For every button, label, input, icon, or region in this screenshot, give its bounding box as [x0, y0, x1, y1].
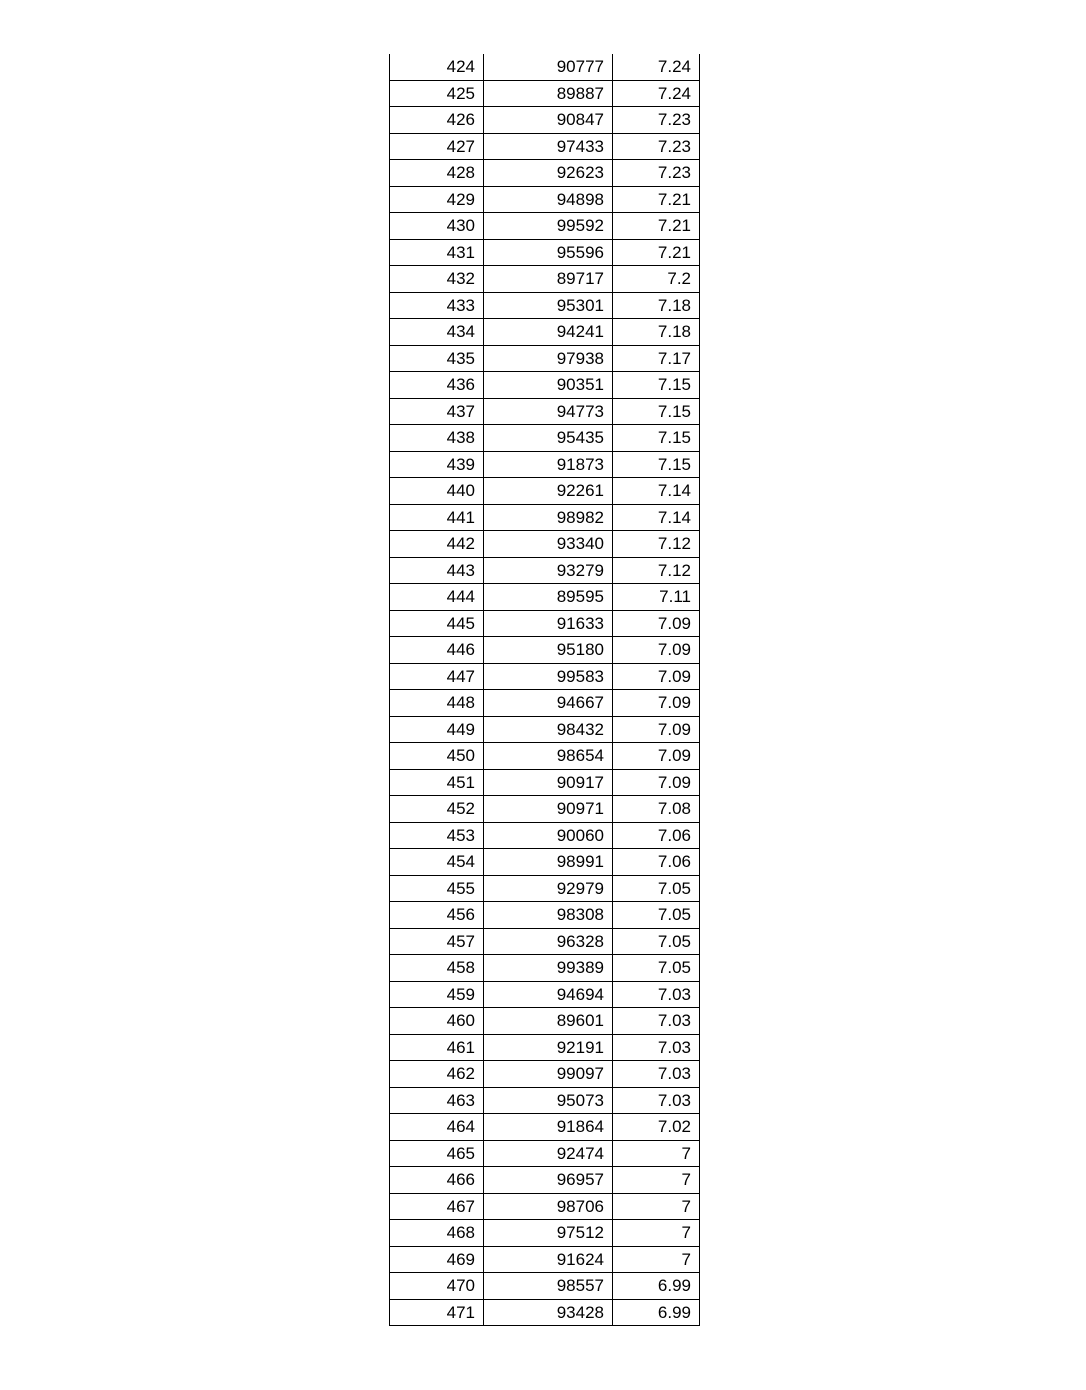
rank-cell: 424 — [390, 54, 484, 80]
value-cell: 7.09 — [657, 772, 691, 792]
id-cell: 95596 — [484, 240, 613, 266]
table-row — [390, 293, 699, 320]
id-cell: 98982 — [484, 505, 613, 531]
value-cell: 7.05 — [657, 958, 691, 977]
table-row — [390, 187, 699, 214]
rank-cell: 468 — [390, 1220, 484, 1246]
value-cell: 7.09 — [657, 666, 691, 686]
id-cell: 95073 — [484, 1088, 613, 1114]
table-row — [390, 240, 699, 267]
id-cell: 91633 — [484, 611, 613, 637]
table-row — [390, 1167, 699, 1194]
table-row — [390, 452, 699, 479]
rank-cell: 457 — [390, 929, 484, 955]
table-row — [390, 664, 699, 691]
value-cell: 7.09 — [657, 719, 691, 739]
id-cell: 89717 — [484, 266, 613, 292]
value-cell: 7 — [681, 1223, 691, 1242]
value-cell: 7 — [681, 1249, 691, 1269]
value-cell: 7.06 — [657, 825, 691, 845]
rank-cell: 426 — [390, 107, 484, 133]
table-row — [390, 770, 699, 797]
rank-cell: 454 — [390, 849, 484, 875]
table-row — [390, 1114, 699, 1141]
rank-cell: 438 — [390, 425, 484, 451]
id-cell: 99097 — [484, 1061, 613, 1087]
value-cell: 7.17 — [657, 348, 691, 368]
table-row — [390, 902, 699, 929]
id-cell: 94694 — [484, 982, 613, 1008]
rank-cell: 427 — [390, 134, 484, 160]
id-cell: 95180 — [484, 637, 613, 663]
id-cell: 94241 — [484, 319, 613, 345]
id-cell: 93428 — [484, 1300, 613, 1326]
value-cell: 7.24 — [657, 83, 691, 103]
table-row — [390, 505, 699, 532]
table-row — [390, 955, 699, 982]
table-row — [390, 160, 699, 187]
value-cell: 7.21 — [657, 242, 691, 262]
value-cell: 7.09 — [657, 640, 691, 659]
rank-cell: 456 — [390, 902, 484, 928]
table-row — [390, 266, 699, 293]
table-row — [390, 849, 699, 876]
table-row — [390, 558, 699, 585]
id-cell: 99592 — [484, 213, 613, 239]
value-cell: 7.03 — [657, 1090, 691, 1110]
value-cell: 7.05 — [657, 931, 691, 951]
rank-cell: 428 — [390, 160, 484, 186]
value-cell: 7.23 — [657, 136, 691, 156]
id-cell: 94898 — [484, 187, 613, 213]
value-cell: 7.03 — [657, 1011, 691, 1030]
rank-cell: 434 — [390, 319, 484, 345]
id-cell: 99389 — [484, 955, 613, 981]
table-row — [390, 1008, 699, 1035]
id-cell: 96328 — [484, 929, 613, 955]
value-cell: 7.03 — [657, 1037, 691, 1057]
table-row — [390, 1061, 699, 1088]
table-row — [390, 1247, 699, 1274]
id-cell: 89887 — [484, 81, 613, 107]
id-cell: 92191 — [484, 1035, 613, 1061]
id-cell: 89601 — [484, 1008, 613, 1034]
id-cell: 91864 — [484, 1114, 613, 1140]
table-row — [390, 54, 699, 81]
value-cell: 7 — [681, 1170, 691, 1189]
rank-cell: 466 — [390, 1167, 484, 1193]
id-cell: 89595 — [484, 584, 613, 610]
rank-cell: 455 — [390, 876, 484, 902]
id-cell: 97938 — [484, 346, 613, 372]
table-row — [390, 134, 699, 161]
rank-cell: 444 — [390, 584, 484, 610]
id-cell: 95435 — [484, 425, 613, 451]
table-row — [390, 531, 699, 558]
rank-cell: 437 — [390, 399, 484, 425]
table-row — [390, 823, 699, 850]
id-cell: 90351 — [484, 372, 613, 398]
rank-cell: 436 — [390, 372, 484, 398]
rank-cell: 446 — [390, 637, 484, 663]
rank-cell: 465 — [390, 1141, 484, 1167]
rank-cell: 449 — [390, 717, 484, 743]
value-cell: 7.08 — [657, 799, 691, 818]
id-cell: 93340 — [484, 531, 613, 557]
table-row — [390, 107, 699, 134]
id-cell: 96957 — [484, 1167, 613, 1193]
table-row — [390, 637, 699, 664]
id-cell: 90777 — [484, 54, 613, 80]
table-row — [390, 796, 699, 823]
table-row — [390, 584, 699, 611]
rank-cell: 461 — [390, 1035, 484, 1061]
table-row — [390, 929, 699, 956]
id-cell: 90060 — [484, 823, 613, 849]
rank-cell: 464 — [390, 1114, 484, 1140]
value-cell: 7.21 — [657, 216, 691, 235]
value-cell: 7.09 — [657, 746, 691, 765]
value-cell: 7.2 — [667, 269, 691, 288]
id-cell: 97512 — [484, 1220, 613, 1246]
table-row — [390, 743, 699, 770]
rank-cell: 451 — [390, 770, 484, 796]
value-cell: 7.05 — [657, 905, 691, 924]
id-cell: 98432 — [484, 717, 613, 743]
rank-cell: 435 — [390, 346, 484, 372]
table-row — [390, 478, 699, 505]
data-table — [389, 54, 700, 1326]
rank-cell: 470 — [390, 1273, 484, 1299]
id-cell: 90847 — [484, 107, 613, 133]
rank-cell: 445 — [390, 611, 484, 637]
id-cell: 94773 — [484, 399, 613, 425]
value-cell: 7 — [681, 1196, 691, 1216]
table-row — [390, 1088, 699, 1115]
id-cell: 91624 — [484, 1247, 613, 1273]
table-row — [390, 717, 699, 744]
value-cell: 6.99 — [657, 1276, 691, 1295]
rank-cell: 471 — [390, 1300, 484, 1326]
id-cell: 94667 — [484, 690, 613, 716]
rank-cell: 469 — [390, 1247, 484, 1273]
value-cell: 7.15 — [657, 454, 691, 474]
id-cell: 97433 — [484, 134, 613, 160]
id-cell: 92979 — [484, 876, 613, 902]
id-cell: 90917 — [484, 770, 613, 796]
value-cell: 7.15 — [657, 428, 691, 447]
value-cell: 7.15 — [657, 401, 691, 421]
rank-cell: 463 — [390, 1088, 484, 1114]
value-cell: 7.09 — [657, 693, 691, 712]
table-row — [390, 399, 699, 426]
table-row — [390, 1220, 699, 1247]
table-row — [390, 372, 699, 399]
table-row — [390, 876, 699, 903]
table-row — [390, 425, 699, 452]
value-cell: 7.23 — [657, 110, 691, 129]
rank-cell: 443 — [390, 558, 484, 584]
value-cell: 7.23 — [657, 163, 691, 182]
table-row — [390, 611, 699, 638]
rank-cell: 462 — [390, 1061, 484, 1087]
table-row — [390, 346, 699, 373]
rank-cell: 431 — [390, 240, 484, 266]
id-cell: 92474 — [484, 1141, 613, 1167]
table-row — [390, 319, 699, 346]
value-cell: 7.14 — [657, 481, 691, 500]
table-row — [390, 1194, 699, 1221]
id-cell: 91873 — [484, 452, 613, 478]
id-cell: 98706 — [484, 1194, 613, 1220]
id-cell: 99583 — [484, 664, 613, 690]
value-cell: 7.24 — [657, 57, 691, 76]
value-cell: 6.99 — [657, 1302, 691, 1322]
rank-cell: 432 — [390, 266, 484, 292]
id-cell: 98557 — [484, 1273, 613, 1299]
value-cell: 7.09 — [657, 613, 691, 633]
table-row — [390, 213, 699, 240]
rank-cell: 453 — [390, 823, 484, 849]
id-cell: 98991 — [484, 849, 613, 875]
value-cell: 7.02 — [657, 1117, 691, 1136]
table-row — [390, 1300, 699, 1327]
value-cell: 7.05 — [657, 878, 691, 898]
rank-cell: 460 — [390, 1008, 484, 1034]
rank-cell: 429 — [390, 187, 484, 213]
table-row — [390, 1141, 699, 1168]
id-cell: 92623 — [484, 160, 613, 186]
value-cell: 7.18 — [657, 295, 691, 315]
rank-cell: 450 — [390, 743, 484, 769]
rank-cell: 433 — [390, 293, 484, 319]
table-row — [390, 982, 699, 1009]
value-cell: 7.03 — [657, 984, 691, 1004]
id-cell: 98308 — [484, 902, 613, 928]
id-cell: 98654 — [484, 743, 613, 769]
rank-cell: 441 — [390, 505, 484, 531]
value-cell: 7.12 — [657, 534, 691, 553]
value-cell: 7.15 — [657, 375, 691, 394]
rank-cell: 448 — [390, 690, 484, 716]
rank-cell: 439 — [390, 452, 484, 478]
value-cell: 7.18 — [657, 322, 691, 341]
table-row — [390, 690, 699, 717]
rank-cell: 467 — [390, 1194, 484, 1220]
rank-cell: 425 — [390, 81, 484, 107]
value-cell: 7.03 — [657, 1064, 691, 1083]
rank-cell: 458 — [390, 955, 484, 981]
rank-cell: 442 — [390, 531, 484, 557]
value-cell: 7.06 — [657, 852, 691, 871]
value-cell: 7.12 — [657, 560, 691, 580]
value-cell: 7.11 — [659, 587, 691, 606]
rank-cell: 440 — [390, 478, 484, 504]
id-cell: 95301 — [484, 293, 613, 319]
rank-cell: 452 — [390, 796, 484, 822]
value-cell: 7 — [681, 1143, 691, 1163]
id-cell: 92261 — [484, 478, 613, 504]
table-row — [390, 81, 699, 108]
rank-cell: 459 — [390, 982, 484, 1008]
table-row — [390, 1273, 699, 1300]
rank-cell: 447 — [390, 664, 484, 690]
value-cell: 7.21 — [657, 189, 691, 209]
id-cell: 93279 — [484, 558, 613, 584]
id-cell: 90971 — [484, 796, 613, 822]
value-cell: 7.14 — [657, 507, 691, 527]
table-row — [390, 1035, 699, 1062]
rank-cell: 430 — [390, 213, 484, 239]
